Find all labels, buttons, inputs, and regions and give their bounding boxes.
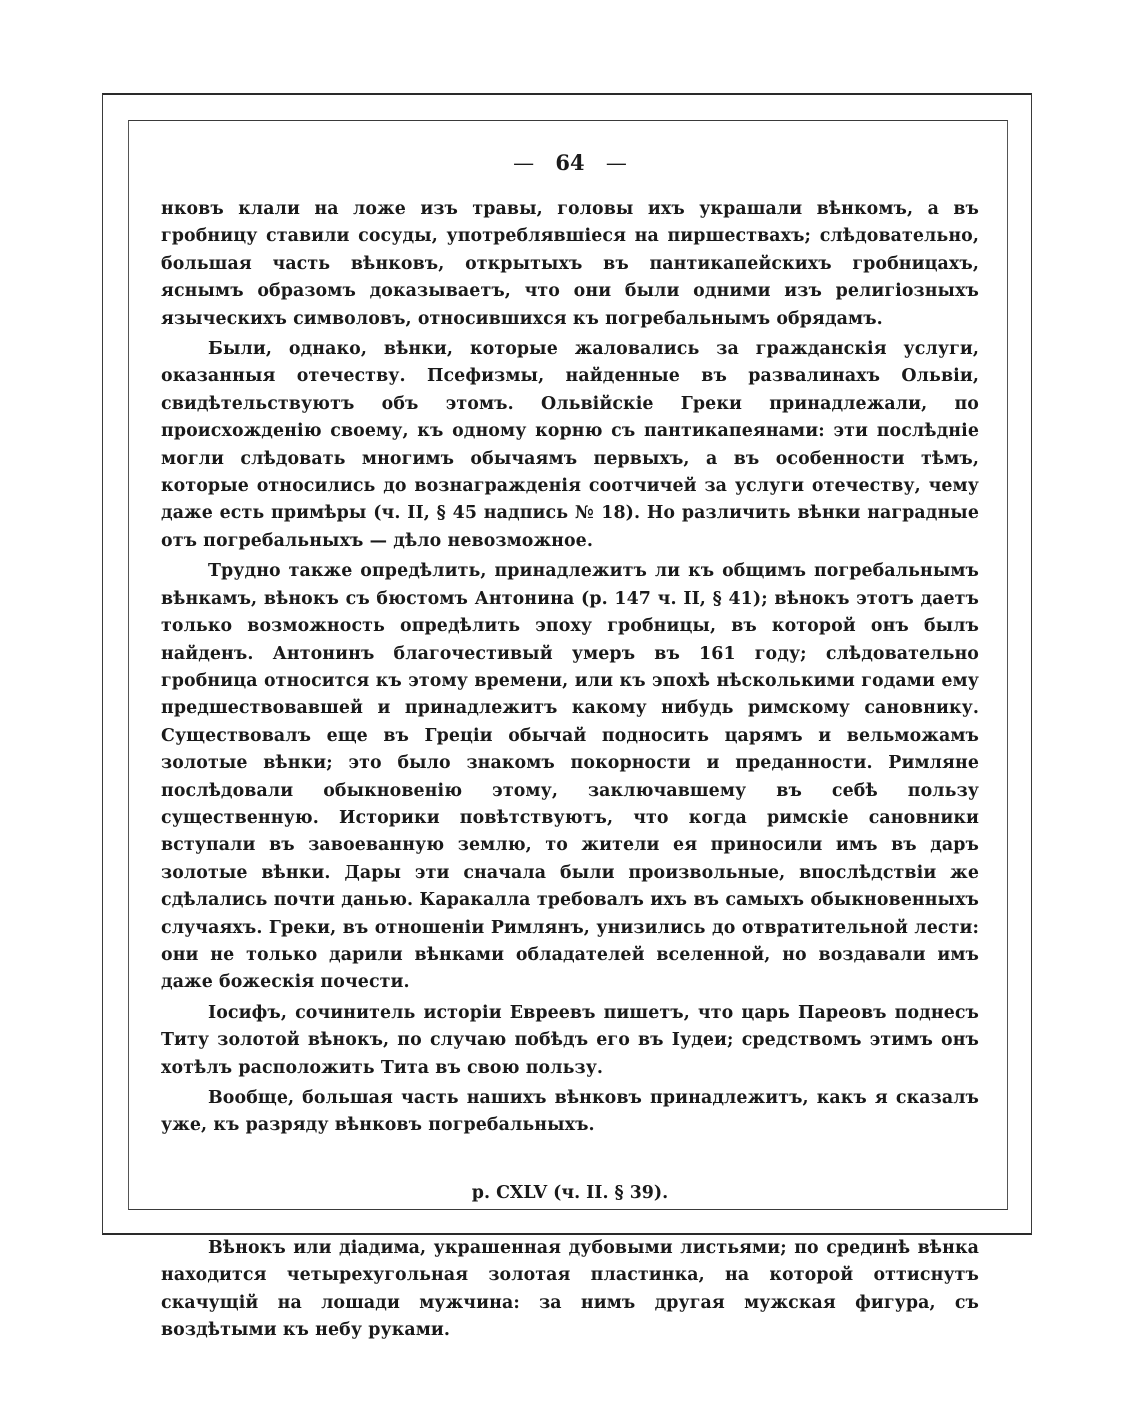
header-dash-left: — [513, 151, 535, 175]
plate-caption: р. CXLV (ч. II. § 39). [471, 1182, 669, 1203]
header-dash-right: — [605, 151, 627, 175]
page-number: 64 [555, 150, 585, 175]
paragraph-civic-wreaths: Были, однако, вѣнки, которые жаловались за гражданскія услуги, оказанныя отечеству. Псефизмы, найденные въ развалинахъ Ольвіи, свидѣтельствуютъ объ этомъ. Ольвійскіе Греки принадлежали, по происхожденію своему, къ одному корню съ пантикапеянами: эти послѣдніе могли слѣдовать многимъ обычаямъ первыхъ, а въ особенности тѣмъ, которые относились до вознагражденія соотчичей за услуги отечеству, чему даже есть примѣры (ч. II, § 45 надпись № 18). Но различить вѣнки наградные отъ погребальныхъ — дѣло невозможное. [161, 339, 979, 551]
paragraph-josephus: Іосифъ, сочинитель исторіи Евреевъ пишетъ, что царь Пареовъ поднесъ Титу золотой вѣнокъ, по случаю побѣдъ его въ Іудеи; средствомъ этимъ онъ хотѣлъ расположить Тита въ свою пользу. [161, 1002, 979, 1078]
plate-description: Вѣнокъ или діадима, украшенная дубовыми листьями; по срединѣ вѣнка находится четырехугольная золотая пластинка, на которой оттиснутъ скачущій на лошади мужчина: за нимъ другая мужская фигура, съ воздѣтыми къ небу руками. [161, 1237, 979, 1341]
page-content [161, 148, 979, 1344]
paragraph-continuation: нковъ клали на ложе изъ травы, головы ихъ украшали вѣнкомъ, а въ гробницу ставили сосуды, употреблявшіеся на пиршествахъ; слѣдовательно, большая часть вѣнковъ, открытыхъ въ пантикапейскихъ гробницахъ, яснымъ образомъ доказываетъ, что они были одними изъ религіозныхъ языческихъ символовъ, относившихся къ погребальнымъ обрядамъ. [161, 199, 979, 329]
paragraph-conclusion: Вообще, большая часть нашихъ вѣнковъ принадлежитъ, какъ я сказалъ уже, къ разряду вѣнковъ погребальныхъ. [161, 1088, 979, 1136]
paragraph-antoninus-wreath: Трудно также опредѣлить, принадлежитъ ли къ общимъ погребальнымъ вѣнкамъ, вѣнокъ съ бюстомъ Антонина (р. 147 ч. II, § 41); вѣнокъ этотъ даетъ только возможность опредѣлить эпоху гробницы, въ которой онъ былъ найденъ. Антонинъ благочестивый умеръ въ 161 году; слѣдовательно гробница относится къ этому времени, или къ эпохѣ нѣсколькими годами ему предшествовавшей и принадлежитъ какому нибудь римскому сановнику. Существовалъ еще въ Греціи обычай подносить царямъ и вельможамъ золотые вѣнки; это было знакомъ покорности и преданности. Римляне послѣдовали обыкновенію этому, заключавшему въ себѣ пользу существенную. Историки повѣтствуютъ, что когда римскіе сановники вступали въ завоеванную землю, то жители ея приносили имъ въ даръ золотые вѣнки. Дары эти сначала были произвольные, впослѣдствіи же сдѣлались почти данью. Каракалла требовалъ ихъ въ самыхъ обыкновенныхъ случаяхъ. Греки, въ отношеніи Римлянъ, унизились до отвратительной лести: они не только дарили вѣнками обладателей вселенной, но воздавали имъ даже божескія почести. [161, 561, 979, 993]
page-header [161, 148, 979, 178]
